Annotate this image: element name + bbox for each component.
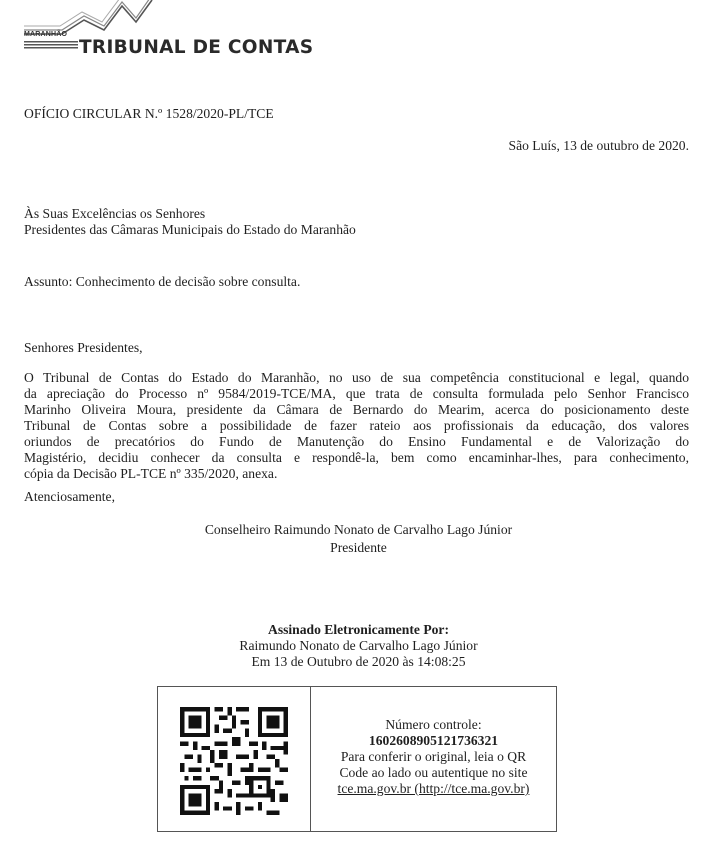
verification-instructions-1: Para conferir o original, leia o QR xyxy=(340,749,527,764)
qr-code-icon[interactable] xyxy=(180,707,288,815)
body-line: cópia da Decisão PL-TCE nº 335/2020, anexa. xyxy=(24,466,278,481)
control-number: 1602608905121736321 xyxy=(368,733,499,748)
body-line: Magistério, decidiu conhecer da consulta e respondê-la, bem como encaminhar-lhes, para conhecimento, xyxy=(24,450,689,465)
logo-state-label: MARANHÃO xyxy=(24,31,68,38)
signature-name: Raimundo Nonato de Carvalho Lago Júnior xyxy=(239,638,478,653)
verification-info xyxy=(311,717,556,797)
addressee-line-2: Presidentes das Câmaras Municipais do Estado do Maranhão xyxy=(24,222,356,237)
institution-name: TRIBUNAL DE CONTAS xyxy=(79,37,314,58)
place-date: São Luís, 13 de outubro de 2020. xyxy=(508,138,689,153)
addressee-line-1: Às Suas Excelências os Senhores xyxy=(24,206,206,221)
control-number-label: Número controle: xyxy=(385,717,482,732)
body-line: O Tribunal de Contas do Estado do Maranhão, no uso de sua competência constitucional e legal, quando xyxy=(24,370,689,385)
body-line: Marinho Oliveira Moura, presidente da Câmara de Bernardo do Mearim, acerca do posicionamento deste xyxy=(24,402,689,417)
logo-stripe-icon xyxy=(24,41,78,49)
subject: Assunto: Conhecimento de decisão sobre consulta. xyxy=(24,274,301,289)
signer-title: Presidente xyxy=(330,540,387,555)
document-reference: OFÍCIO CIRCULAR N.º 1528/2020-PL/TCE xyxy=(24,106,274,121)
signer-name: Conselheiro Raimundo Nonato de Carvalho Lago Júnior xyxy=(204,522,513,537)
body-paragraph xyxy=(24,370,689,482)
verification-instructions-2: Code ao lado ou autentique no site xyxy=(339,765,528,780)
body-line: oriundos de precatórios do Fundo de Manutenção do Ensino Fundamental e de Valorização do xyxy=(24,434,689,449)
signature-heading: Assinado Eletronicamente Por: xyxy=(268,622,449,637)
body-line: Tribunal de Contas sobre a possibilidade de fazer rateio aos profissionais da educação, dos valores xyxy=(24,418,689,433)
verification-stamp xyxy=(157,686,557,832)
verification-link[interactable]: tce.ma.gov.br (http://tce.ma.gov.br) xyxy=(337,781,530,796)
tce-logo xyxy=(24,0,314,64)
signature-datetime: Em 13 de Outubro de 2020 às 14:08:25 xyxy=(251,654,466,669)
closing: Atenciosamente, xyxy=(24,489,115,504)
body-line: da apreciação do Processo nº 9584/2019-TCE/MA, que trata de consulta formulada pelo Senhor Francisco xyxy=(24,386,689,401)
salutation: Senhores Presidentes, xyxy=(24,340,143,355)
